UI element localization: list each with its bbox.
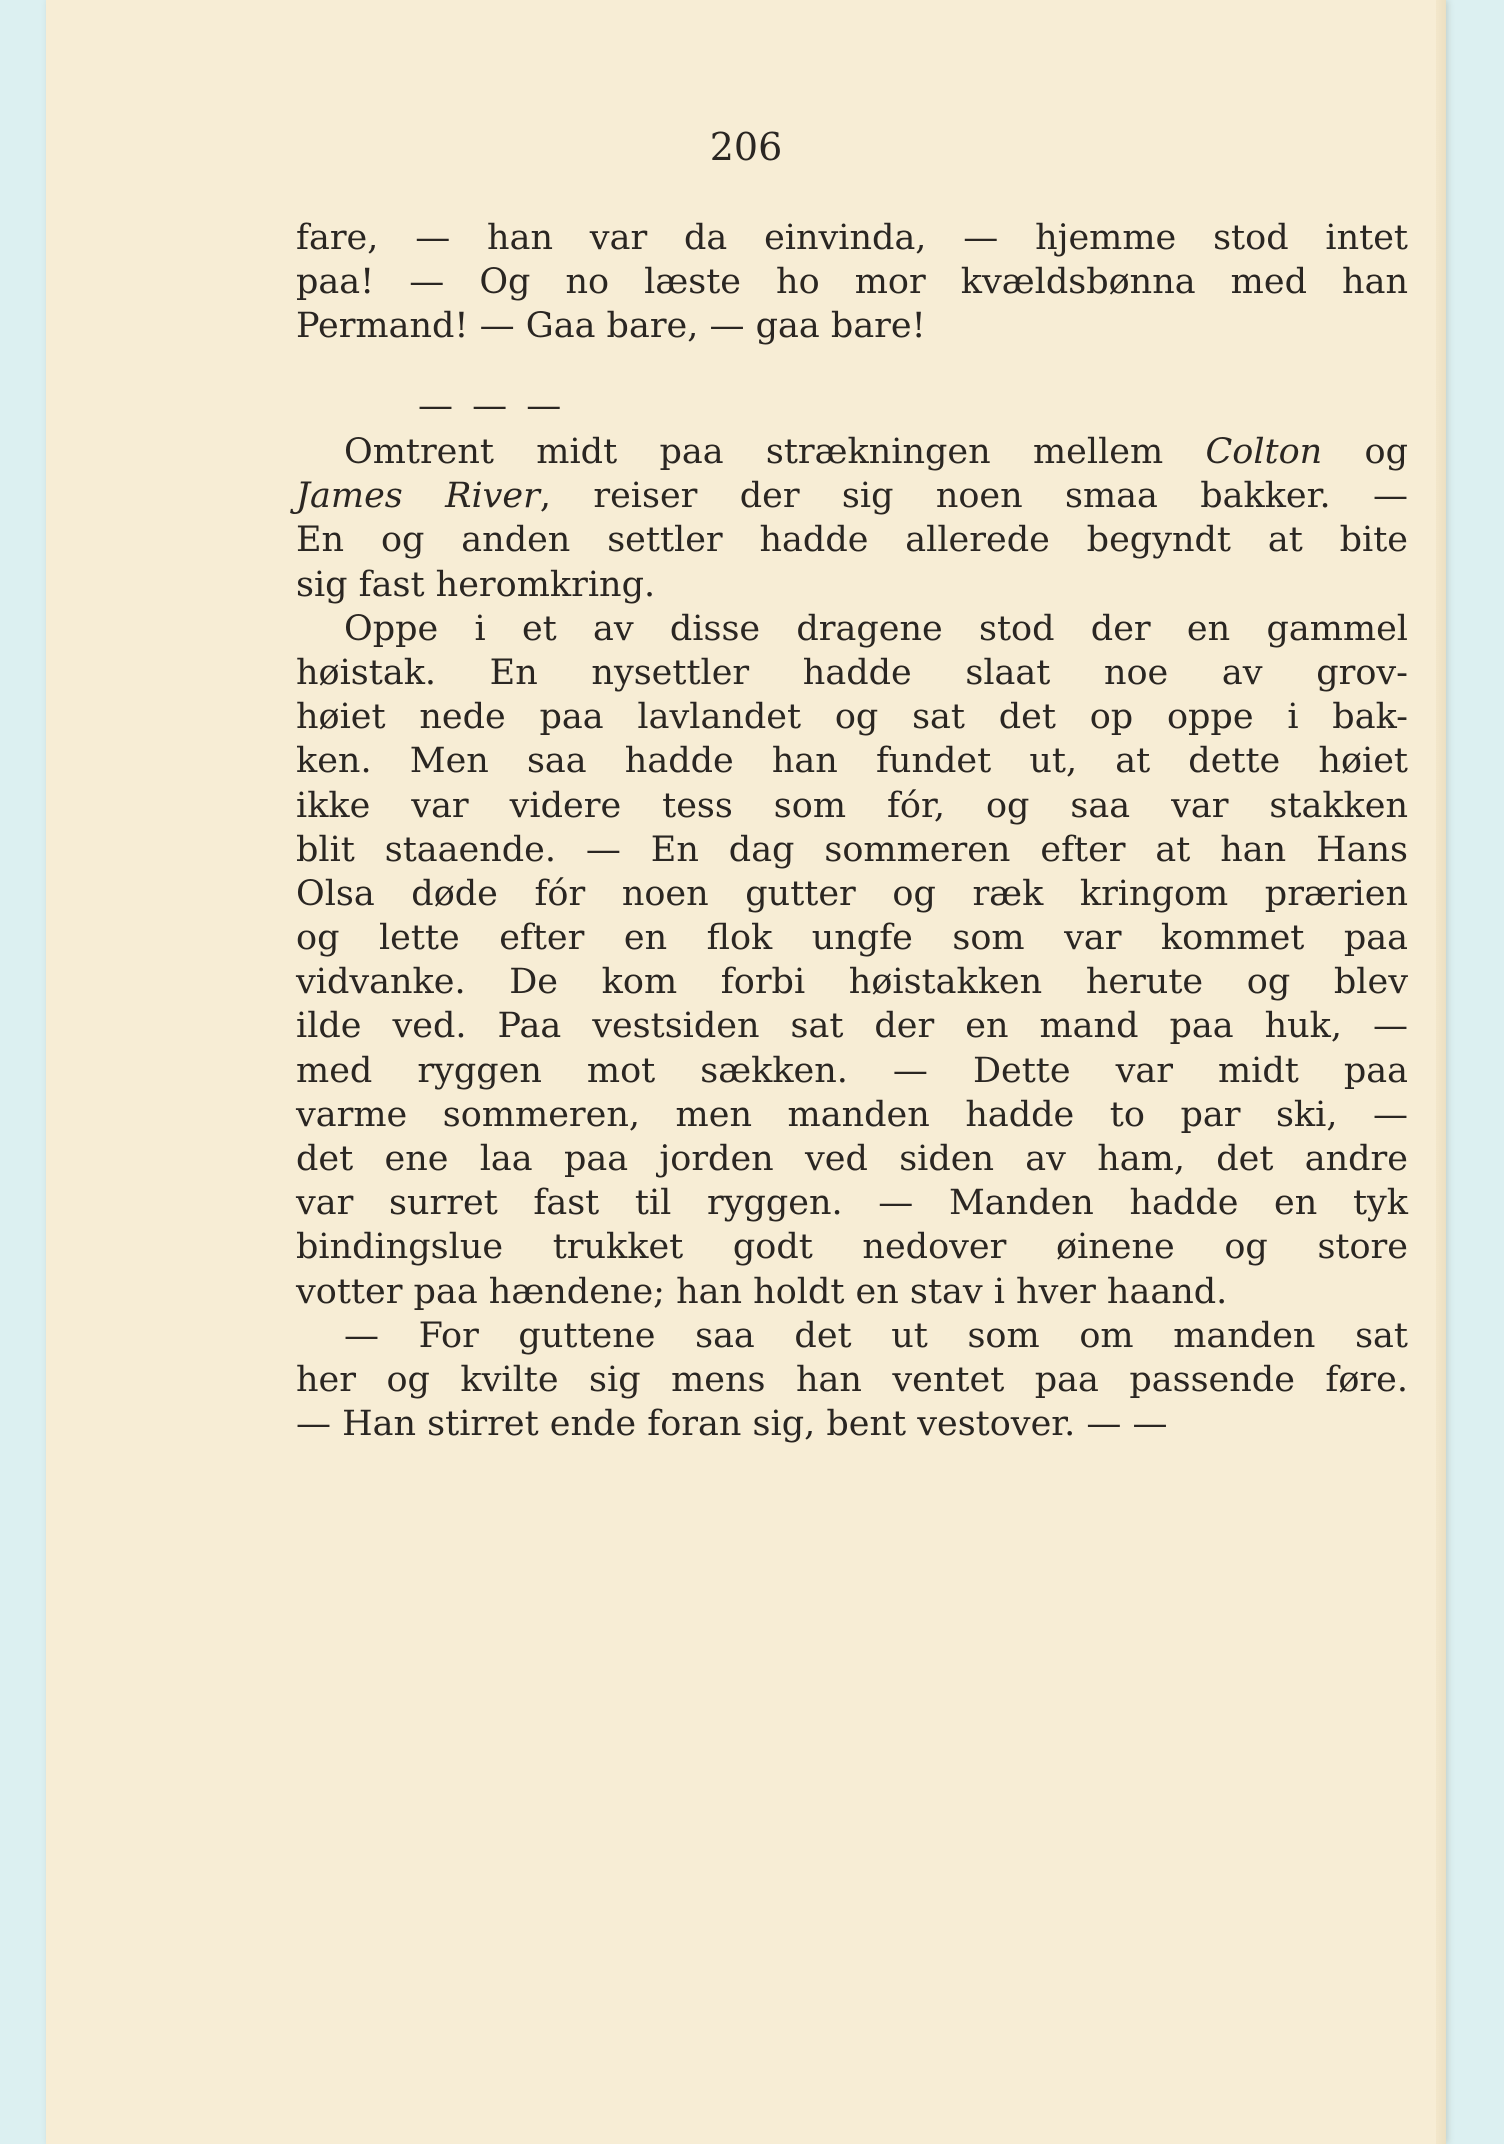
text-line: det ene laa paa jorden ved siden av ham, det andre [296,1139,1408,1179]
text-line: sig fast heromkring. [296,564,656,605]
text-line: paa! — Og no læste ho mor kvældsbønna med han [296,262,1408,303]
page-edge [1436,0,1446,2144]
text-line: Permand! — Gaa bare, — gaa bare! [296,306,926,347]
place-name: Colton [1205,432,1323,472]
text-line: — For guttene saa det ut som om manden sat [344,1315,1408,1356]
text-line: Oppe i et av disse dragene stod der en gammel [344,608,1408,649]
text-line: ilde ved. Paa vestsiden sat der en mand paa huk, — [296,1006,1408,1047]
text-line: var surret fast til ryggen. — Manden hadde en tyk [296,1183,1408,1224]
text-line: høistak. En nysettler hadde slaat noe av grov- [296,652,1408,693]
text-line [296,474,1408,518]
place-name: James River [296,476,540,517]
text-line: — Han stirret ende foran sig, bent vestover. — — [296,1404,1168,1445]
text-line: blit staaende. — En dag sommeren efter at han Hans [296,829,1408,870]
text-line: her og kvilte sig mens han ventet paa passende føre. [296,1359,1408,1400]
text-span: Omtrent midt paa strækningen mellem [344,432,1206,472]
text-line: votter paa hændene; han holdt en stav i hver haand. [296,1271,1228,1312]
text-line: høiet nede paa lavlandet og sat det op oppe i bak- [296,697,1408,738]
text-line: bindingslue trukket godt nedover øinene og store [296,1227,1408,1268]
text-line: vidvanke. De kom forbi høistakken herute og blev [296,962,1408,1003]
text-line: og lette efter en flok ungfe som var kommet paa [296,918,1408,959]
text-line: ken. Men saa hadde han fundet ut, at dette høiet [296,741,1408,782]
book-page [46,0,1446,2144]
text-line: fare, — han var da einvinda, — hjemme stod intet [296,218,1408,258]
opening-text [296,216,1408,349]
text-line: varme sommeren, men manden hadde to par ski, — [296,1094,1408,1135]
text-span: , reiser der sig noen smaa bakker. — [539,476,1408,517]
text-span: og [1322,432,1408,472]
text-line: Olsa døde fór noen gutter og ræk kringom prærien [296,873,1408,914]
text-line: ikke var videre tess som fór, og saa var stakken [296,785,1408,826]
text-line [296,430,1408,474]
page-number: 206 [709,125,783,169]
text-line: En og anden settler hadde allerede begyndt at bite [296,520,1408,561]
main-text [296,430,1408,1446]
section-separator: — — — [418,386,566,426]
text-line: med ryggen mot sækken. — Dette var midt paa [296,1050,1408,1091]
